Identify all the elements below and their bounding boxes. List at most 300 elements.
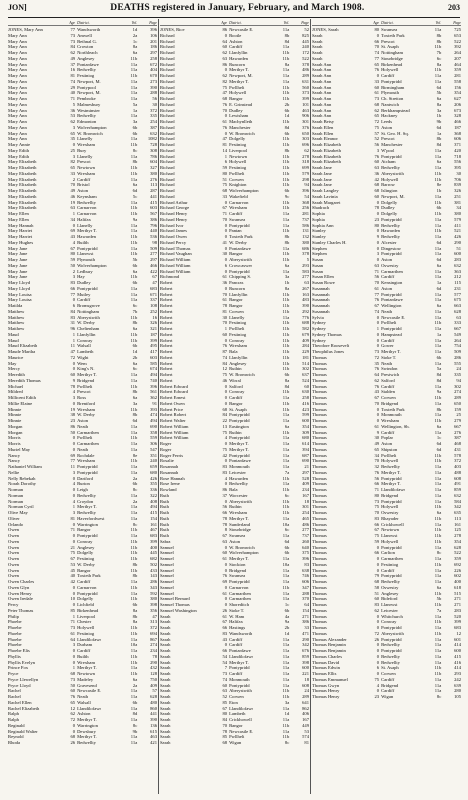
entry-age: 47	[70, 349, 76, 354]
entry-name: Robert Owen	[160, 400, 185, 406]
entry-age: 83	[374, 515, 380, 521]
entry-age: 85	[222, 734, 228, 740]
entry-age: 0	[376, 659, 380, 665]
entry-name: Sydney	[312, 326, 326, 331]
entry-district: Wrexham	[77, 659, 96, 665]
entry-age: 0	[224, 481, 228, 487]
entry-district: Newport, M.	[77, 78, 101, 84]
entry-age: 67	[70, 245, 76, 251]
entry-page: 628	[454, 544, 461, 550]
entry-age: 53	[70, 561, 76, 567]
entry-name: Thomas	[312, 372, 327, 377]
entry-volume: 6b	[132, 343, 138, 349]
entry-page: 52	[304, 27, 309, 32]
entry-volume: 11a	[282, 573, 290, 579]
entry-page: 618	[454, 584, 461, 590]
entry-name: Sarah Jane	[312, 182, 332, 188]
entry-district: Wirral	[229, 377, 241, 383]
entry-volume: 11a	[434, 268, 442, 274]
entry-age: 71	[70, 619, 76, 625]
entry-district: Merthyr T.	[77, 734, 97, 740]
entry-name: Reynold	[8, 734, 24, 740]
entry-name: Muriel May	[8, 446, 31, 452]
entry-age: 59	[374, 538, 380, 544]
entry-page: 274	[150, 642, 157, 648]
entry-volume: 11a	[130, 648, 138, 653]
entry-name: Susannah	[312, 291, 330, 297]
entry-volume: 6b	[284, 607, 290, 613]
entry-name: Nelly Rebekah	[8, 475, 36, 481]
entry-volume: 11b	[130, 165, 138, 170]
entry-age: 43	[70, 234, 76, 239]
entry-page: 426	[454, 234, 461, 239]
entry-district: Merthyr T.	[381, 349, 401, 354]
entry-page: 502	[150, 561, 157, 567]
entry-name: Phyllis	[8, 653, 21, 659]
entry-district: Nantwich	[381, 101, 399, 107]
entry-age: 72	[374, 119, 380, 124]
entry-page: 694	[150, 630, 157, 636]
entry-name: Susan	[312, 262, 323, 268]
entry-age: 0	[224, 268, 228, 274]
entry-district: Rochdale	[77, 452, 95, 458]
entry-age: 83	[222, 464, 228, 469]
entry-age: 84	[222, 717, 228, 722]
entry-district: Madeley	[77, 676, 94, 682]
entry-volume: 6a	[132, 360, 138, 366]
entry-district: Bridgend	[381, 682, 399, 688]
entry-name: Sarah	[160, 659, 171, 665]
entry-volume: 8b	[284, 147, 290, 153]
entry-volume: 11a	[434, 234, 442, 239]
entry-district: Halifax	[77, 216, 91, 222]
entry-page: 161	[150, 521, 157, 527]
entry-name: Robert	[160, 297, 173, 303]
entry-page: 57	[152, 688, 157, 694]
entry-age: 51	[222, 176, 228, 182]
entry-page: 683	[150, 533, 157, 538]
entry-name: Mary Elizabeth	[8, 188, 37, 193]
entry-page: 279	[454, 418, 461, 423]
entry-district: Festiniog	[229, 320, 247, 326]
entry-district: Festiniog	[77, 630, 95, 636]
entry-page: 628	[150, 694, 157, 699]
entry-age: 73	[222, 671, 228, 676]
entry-district: Berkhampstead	[381, 107, 410, 113]
entry-volume: 11b	[282, 257, 290, 262]
entry-district: Bangor	[77, 567, 91, 573]
entry-page: 474	[150, 412, 157, 418]
entry-page: 277	[302, 274, 309, 280]
entry-age: 6	[376, 665, 380, 671]
entry-age: 0	[376, 199, 380, 205]
entry-age: 4	[224, 435, 228, 441]
entry-page: 101	[302, 101, 309, 107]
entry-volume: 6a	[132, 395, 138, 400]
entry-district: Plymouth	[77, 257, 95, 262]
entry-volume: 11a	[434, 475, 442, 481]
entry-name: Stephen	[312, 251, 327, 257]
entry-volume: 11b	[282, 504, 290, 510]
entry-age: 68	[222, 740, 228, 745]
entry-district: Llanrwst	[381, 602, 398, 607]
entry-district: Eastington	[229, 423, 249, 429]
entry-age: 67	[374, 303, 380, 308]
entry-name: Mary Ann	[8, 38, 27, 44]
entry-volume: 11a	[282, 446, 290, 452]
entry-age: 67	[70, 556, 76, 561]
entry-age: 0	[72, 360, 76, 366]
entry-volume: 11a	[434, 498, 442, 504]
entry-age: 65	[70, 165, 76, 170]
entry-volume: 11a	[282, 412, 290, 418]
entry-volume: 11b	[282, 400, 290, 406]
entry-volume: 11a	[130, 740, 138, 745]
entry-age: 46	[70, 193, 76, 199]
entry-volume: 9b	[132, 728, 138, 734]
entry-page: 592	[150, 590, 157, 596]
entry-volume: 11a	[130, 464, 138, 469]
entry-name: Thomas	[312, 613, 327, 619]
entry-district: Wolverhampton	[229, 188, 259, 193]
entry-age: 30	[374, 435, 380, 441]
entry-volume: 11a	[434, 78, 442, 84]
entry-volume: 11b	[282, 722, 290, 728]
entry-name: Ruth	[160, 498, 169, 504]
entry-page: 288	[302, 590, 309, 596]
entry-district: Pembroke	[77, 96, 96, 101]
entry-volume: 6d	[436, 446, 442, 452]
entry-name: Richard Owen	[160, 234, 187, 239]
entry-page: 398	[302, 659, 309, 665]
entry-age: 0	[72, 521, 76, 527]
entry-name: Thomas	[312, 510, 327, 515]
entry-page: 690	[150, 423, 157, 429]
entry-volume: 8b	[132, 389, 138, 395]
entry-volume: 11a	[282, 73, 290, 78]
entry-page: 271	[302, 613, 309, 619]
entry-name: Thomas	[312, 441, 327, 446]
entry-page: 63	[456, 314, 461, 320]
entry-name: Mary Hughes	[8, 239, 34, 245]
entry-age: 23	[70, 418, 76, 423]
entry-page: 276	[454, 429, 461, 435]
entry-name: Richard	[160, 170, 175, 176]
entry-page: 371	[454, 142, 461, 147]
entry-age: 0	[376, 337, 380, 343]
entry-page: 583	[302, 268, 309, 274]
entry-district: Swansea	[381, 27, 398, 32]
entry-age: 9	[376, 234, 380, 239]
entry-age: 60	[374, 193, 380, 199]
entry-page: 328	[454, 113, 461, 119]
entry-name: Thomas	[312, 498, 327, 504]
entry-name: Sarah Jane	[312, 170, 332, 176]
entry-district: Pontypridd	[229, 222, 250, 228]
entry-age: 60	[222, 682, 228, 688]
entry-page: 64	[304, 602, 309, 607]
entry-page: 303	[302, 136, 309, 142]
entry-page: 411	[454, 222, 461, 228]
entry-name: Theodore Roosevelt	[312, 343, 350, 349]
entry-district: Wakefield	[229, 193, 248, 199]
entry-district: Wight	[77, 354, 89, 360]
entry-age: 78	[222, 521, 228, 527]
entry-page: 547	[150, 446, 157, 452]
entry-volume: 1b	[436, 113, 442, 119]
entry-page: 277	[302, 527, 309, 533]
entry-page: 301	[302, 504, 309, 510]
entry-age: 80	[222, 170, 228, 176]
entry-page: 292	[302, 308, 309, 314]
entry-name: Thomas	[312, 561, 327, 567]
entry-volume: 11b	[282, 694, 290, 699]
entry-volume: 11b	[130, 556, 138, 561]
entry-name: Roger	[160, 441, 172, 446]
entry-page: 283	[454, 257, 461, 262]
entry-district: Pontypridd	[229, 435, 250, 441]
entry-name: Richard Arthur	[160, 199, 188, 205]
entry-name: Richard Thomas	[160, 245, 191, 251]
entry-page: 521	[454, 228, 461, 234]
entry-page: 372	[150, 625, 157, 630]
entry-page: 281	[454, 73, 461, 78]
entry-page: 608	[454, 475, 461, 481]
entry-volume: 6c	[284, 527, 290, 533]
entry-page: 343	[150, 584, 157, 590]
entry-age: 68	[374, 579, 380, 584]
entry-page: 680	[302, 435, 309, 441]
entry-volume: 11b	[130, 538, 138, 544]
entry-name: Owen	[8, 544, 19, 550]
entry-page: 725	[454, 27, 461, 32]
entry-name: Sarah	[160, 740, 171, 745]
entry-volume: 11a	[282, 567, 290, 573]
entry-age: 56	[374, 142, 380, 147]
entry-age: 1	[224, 153, 228, 159]
entry-age: 33	[374, 78, 380, 84]
entry-page: 376	[302, 124, 309, 130]
entry-age: 67	[374, 395, 380, 400]
entry-page: 56	[152, 96, 157, 101]
entry-page: 380	[150, 170, 157, 176]
entry-age: 0	[376, 32, 380, 38]
entry-age: 70	[222, 291, 228, 297]
entry-district: Wrexham	[381, 418, 400, 423]
entry-district: Festiniog	[229, 165, 247, 170]
entry-volume: 11a	[282, 676, 290, 682]
entry-name: Thomas	[312, 607, 327, 613]
entry-name: Robert	[160, 326, 173, 331]
entry-page: 671	[150, 291, 157, 297]
entry-name: Robert Ernest	[160, 395, 186, 400]
entry-age: 0	[376, 625, 380, 630]
entry-name: Sarah Jane	[312, 165, 332, 170]
entry-page: 234	[302, 487, 309, 492]
entry-page: 226	[454, 567, 461, 573]
entry-volume: 1a	[132, 107, 138, 113]
entry-age: 96	[70, 326, 76, 331]
entry-name: Richard William	[160, 262, 191, 268]
entry-volume: 11a	[130, 245, 138, 251]
entry-page: 30	[152, 101, 157, 107]
entry-page: 859	[302, 653, 309, 659]
entry-volume: 11a	[434, 326, 442, 331]
entry-age: 26	[222, 607, 228, 613]
entry-volume: 10a	[130, 642, 138, 648]
entry-volume: 8a	[132, 619, 138, 625]
entry-page-heading: Page	[301, 21, 309, 25]
entry-district: Hay	[77, 274, 85, 280]
entry-page: 308	[150, 147, 157, 153]
entry-volume: 11b	[282, 84, 290, 90]
entry-volume: 11b	[130, 630, 138, 636]
entry-volume: 8c	[436, 550, 442, 556]
entry-page: 242	[454, 676, 461, 682]
entry-page: 600	[454, 648, 461, 653]
entry-name: Roger Ferris	[160, 452, 184, 458]
entry-volume: 8b	[284, 239, 290, 245]
entry-age: 0	[376, 688, 380, 694]
entry-district: Neath	[381, 308, 393, 314]
entry-name: Thomas	[312, 389, 327, 395]
entry-volume: 1b	[284, 280, 290, 285]
entry-page: 359	[454, 556, 461, 561]
entry-volume: 11b	[282, 360, 290, 366]
entry-volume: 11a	[434, 481, 442, 487]
entry-age: 0	[72, 475, 76, 481]
entry-district: W. Bromwich	[229, 372, 255, 377]
entry-volume: 11a	[282, 44, 290, 50]
entry-district: Cardiff	[381, 676, 395, 682]
entry-name: Owen	[8, 567, 19, 573]
entry-page: 318	[302, 159, 309, 165]
entry-age: 69	[222, 579, 228, 584]
entry-name: Susan	[312, 257, 323, 262]
entry-volume: 8b	[132, 320, 138, 326]
entry-name: Roger	[160, 446, 172, 452]
entry-page: 396	[302, 556, 309, 561]
entry-age: 0	[72, 297, 76, 303]
entry-name: Thomas	[312, 458, 327, 464]
entry-volume: 11b	[434, 602, 442, 607]
entry-district: Conway	[77, 538, 93, 544]
entry-age: 0	[224, 383, 228, 389]
entry-district: Pontypridd	[381, 475, 402, 481]
entry-district: Anglesey	[381, 590, 399, 596]
entry-district: Corwen	[381, 671, 396, 676]
entry-district: Prescot	[381, 38, 395, 44]
entry-age: 3	[72, 642, 76, 648]
entry-volume: 6b	[284, 550, 290, 556]
entry-district: Festiniog	[229, 331, 247, 337]
entry-name: Richmond	[160, 274, 180, 280]
entry-age: 59	[70, 257, 76, 262]
entry-volume: 2a	[132, 475, 138, 481]
entry-volume: 11a	[130, 67, 138, 73]
entry-volume: 11a	[282, 648, 290, 653]
entry-page: 667	[454, 326, 461, 331]
entry-volume: 11a	[282, 636, 290, 642]
entry-age: 4	[72, 389, 76, 395]
entry-name: Ruth	[160, 527, 169, 533]
entry-district-heading: District.	[77, 21, 90, 25]
entry-district: Merthyr T.	[77, 717, 97, 722]
entry-name: JONES, Mary Ann	[8, 27, 43, 32]
entry-name: Richard	[160, 119, 175, 124]
entry-district: Dolgelly	[381, 199, 398, 205]
entry-name: Richard	[160, 101, 175, 107]
entry-page: 639	[454, 682, 461, 688]
entry-page: 201	[150, 38, 157, 44]
entry-volume: 6b	[284, 107, 290, 113]
entry-name: Thomas	[312, 418, 327, 423]
entry-name: Thomas	[312, 579, 327, 584]
entry-name: Richard	[160, 165, 175, 170]
entry-age: 29	[70, 84, 76, 90]
entry-age: 0	[72, 590, 76, 596]
entry-volume: 8c	[284, 740, 290, 745]
entry-name: Robert William	[160, 423, 189, 429]
entry-district: Carnarvon	[229, 584, 249, 590]
entry-district: Pontypridd	[381, 326, 402, 331]
entry-age: 65	[374, 113, 380, 119]
entry-district: Wrexham	[77, 406, 96, 412]
entry-age: 0	[72, 441, 76, 446]
entry-volume: 6b	[436, 354, 442, 360]
entry-page: 683	[150, 285, 157, 291]
entry-district: Durham	[77, 642, 93, 648]
entry-page: 381	[454, 199, 461, 205]
entry-name: Richard	[160, 96, 175, 101]
entry-district: Pontypridd	[77, 469, 98, 475]
entry-volume: 6a	[436, 423, 442, 429]
entry-district: Monmouth	[381, 412, 402, 418]
entry-volume: 6a	[132, 676, 138, 682]
entry-district: Cardiff	[77, 176, 91, 182]
entry-district: Nottingham	[381, 50, 404, 55]
entry-page: 561	[150, 389, 157, 395]
entry-page: 906	[302, 113, 309, 119]
entry-volume: 5a	[132, 101, 138, 107]
entry-name: Mary Ann	[8, 101, 27, 107]
entry-page: 600	[302, 665, 309, 671]
entry-district: Holywell	[229, 90, 247, 96]
entry-volume: 6a	[132, 182, 138, 188]
entry-district: Bridgend	[77, 377, 95, 383]
entry-name: Susan	[312, 268, 323, 274]
entry-district: Dudley	[229, 107, 243, 113]
entry-page: 632	[454, 262, 461, 268]
entry-volume: 8b	[436, 136, 442, 142]
entry-volume: 11b	[434, 458, 442, 464]
entry-volume: 11a	[434, 274, 442, 280]
entry-age: 70	[222, 107, 228, 113]
entry-name: Richard	[160, 124, 175, 130]
entry-volume: 6c	[436, 55, 442, 61]
entry-volume: 11a	[130, 510, 138, 515]
entry-volume: 11a	[282, 418, 290, 423]
entry-age: 0	[376, 343, 380, 349]
entry-district: Pontypool	[77, 84, 96, 90]
entry-district: Pontardawe	[77, 61, 99, 67]
entry-age: 68	[374, 182, 380, 188]
entry-volume: 11a	[282, 78, 290, 84]
entry-district: Gravesend	[77, 682, 97, 688]
entry-volume: 11a	[282, 245, 290, 251]
entry-district: Aston	[229, 538, 241, 544]
entry-name: Mary Ann	[8, 130, 27, 136]
